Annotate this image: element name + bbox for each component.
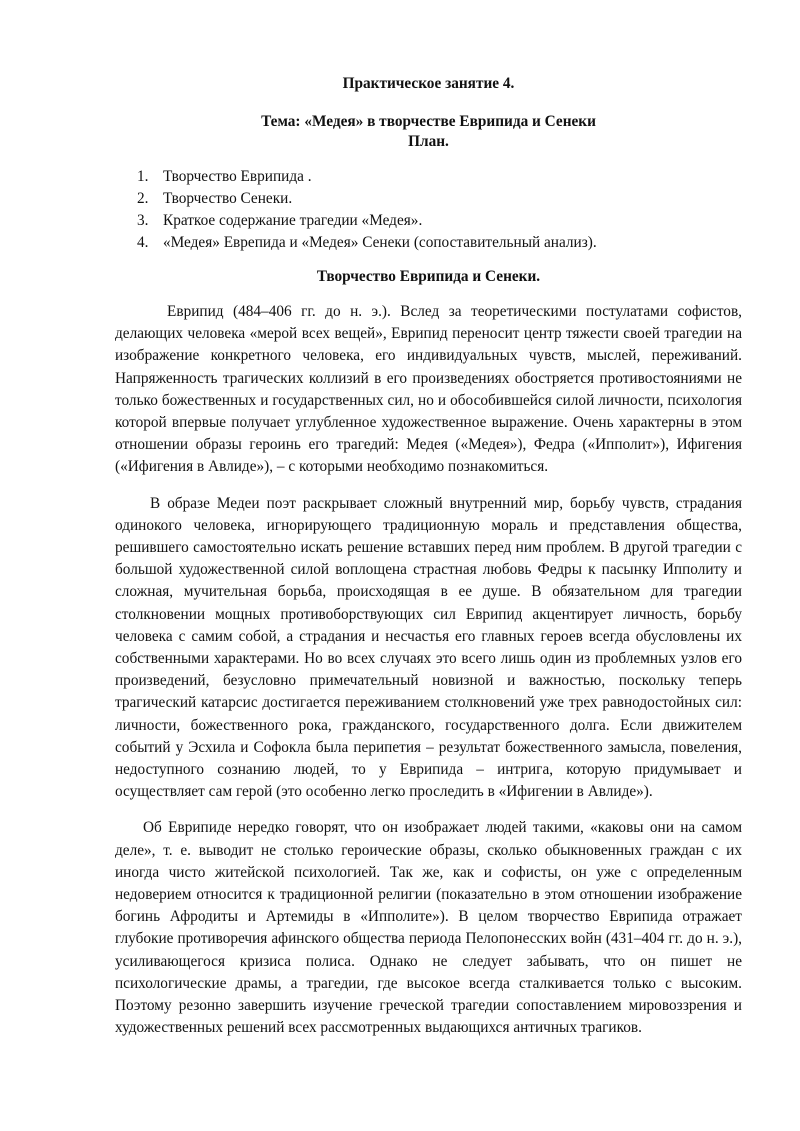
plan-item-text: Творчество Сенеки.	[163, 190, 293, 207]
topic-heading: Тема: «Медея» в творчестве Еврипида и Сенеки	[261, 113, 596, 130]
body-paragraph: Еврипид (484–406 гг. до н. э.). Вслед за теоретическими постулатами софистов, делающих человека «мерой всех вещей», Еврипид переносит центр тяжести своей трагедии на изображение конкретного человека, его индивидуальных чувств, мыслей, переживаний. Напряженность трагических коллизий в его произведениях обостряется противостояниями не только божественных и государственных сил, но и обособившейся силой личности, психология которой впервые получает углубленное художественное выражение. Очень характерны в этом отношении образы героинь его трагедий: Медея («Медея»), Федра («Ипполит»), Ифигения («Ифигения в Авлиде»), – с которыми необходимо познакомиться.	[115, 303, 742, 476]
plan-item-text: Творчество Еврипида .	[163, 168, 312, 185]
plan-item-text: Краткое содержание трагедии «Медея».	[163, 212, 423, 229]
plan-item-number: 1.	[137, 168, 149, 185]
plan-item-number: 3.	[137, 212, 149, 229]
plan-item-number: 2.	[137, 190, 149, 207]
plan-item	[137, 232, 742, 254]
document-title: Практическое занятие 4.	[342, 75, 515, 92]
plan-item	[137, 210, 742, 232]
plan-item	[137, 188, 742, 210]
plan-item-number: 4.	[137, 234, 149, 251]
body-paragraph: Об Еврипиде нередко говорят, что он изображает людей такими, «каковы они на самом деле», т. е. выводит не столько героические образы, сколько обыкновенных граждан с их иногда чисто житейской психологией. Так же, как и софисты, он уже с определенным недоверием относится к традиционной религии (показательно в этом отношении изображение богинь Афродиты и Артемиды в «Ипполите»). В целом творчество Еврипида отражает глубокие противоречия афинского общества периода Пелопонесских войн (431–404 гг. до н. э.), усиливающегося кризиса полиса. Однако не следует забывать, что он пишет не психологические драмы, а трагедии, где высокое всегда сталкивается только с высоким. Поэтому резонно завершить изучение греческой трагедии сопоставлением мировоззрения и художественных решений всех рассмотренных выдающихся античных трагиков.	[115, 819, 742, 1037]
plan-item-text: «Медея» Еврепида и «Медея» Сенеки (сопоставительный анализ).	[163, 234, 597, 251]
plan-list	[115, 166, 742, 254]
plan-heading: План.	[408, 133, 449, 150]
body-paragraph: В образе Медеи поэт раскрывает сложный внутренний мир, борьбу чувств, страдания одинокого человека, игнорирующего традиционную мораль и представления общества, решившего самостоятельно искать решение вставших перед ним проблем. В другой трагедии с большой художественной силой воплощена страстная любовь Федры к пасынку Ипполиту и сложная, мучительная борьба, происходящая в ее душе. В обязательном для трагедии столкновении мощных противоборствующих сил Еврипид акцентирует личность, борьбу человека с самим собой, а страдания и несчастья его главных героев всегда обусловлены их собственными характерами. Но во всех случаях это всего лишь один из проблемных узлов его произведений, безусловно примечательный новизной и важностью, поскольку теперь трагический катарсис достигается переживанием столкновений уже трех равнодостойных сил: личности, божественного рока, гражданского, государственного долга. Если движителем событий у Эсхила и Софокла была перипетия – результат божественного замысла, повеления, недоступного сознанию людей, то у Еврипида – интрига, которую придумывает и осуществляет сам герой (это особенно легко проследить в «Ифигении в Авлиде»).	[115, 494, 742, 801]
plan-item	[137, 166, 742, 188]
section-title: Творчество Еврипида и Сенеки.	[316, 268, 541, 285]
document-page	[115, 74, 742, 1054]
